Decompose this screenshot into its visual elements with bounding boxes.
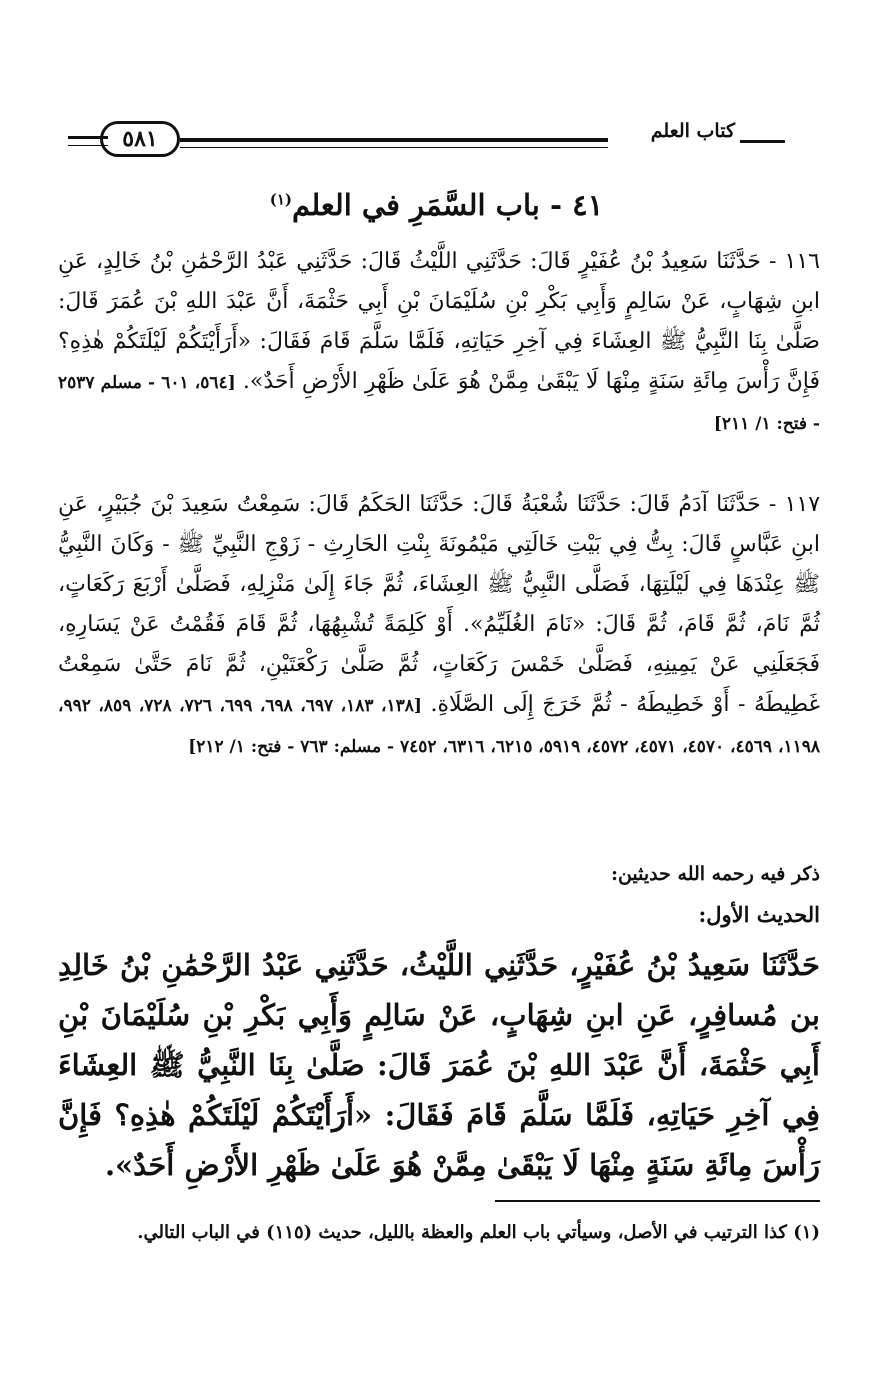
footnote: (١) كذا الترتيب في الأصل، وسيأتي باب العلم والعظة بالليل، حديث (١١٥) في الباب التالي. — [137, 1222, 820, 1243]
hadith-117 — [58, 485, 820, 767]
header-rule-middle — [180, 138, 608, 142]
commentary-intro: ذكر فيه رحمه الله حديثين: — [610, 863, 820, 885]
hadith-116-references: [٥٦٤، ٦٠١ - مسلم ٢٥٣٧ - فتح: ١/ ٢١١] — [58, 373, 820, 434]
commentary-matn: حَدَّثَنَا سَعِيدُ بْنُ عُفَيْرٍ، حَدَّثَنِي اللَّيْثُ، حَدَّثَنِي عَبْدُ الرَّحْمَٰنِ بْنُ خَالِدِ بن مُسافِرٍ، عَنِ ابنِ شِهَابٍ، عَنْ سَالِمٍ وَأَبِي بَكْرِ بْنِ سُلَيْمَانَ بْنِ أَبِي حَثْمَةَ، أَنَّ عَبْدَ اللهِ بْنَ عُمَرَ قَالَ: صَلَّىٰ بِنَا النَّبِيُّ ﷺ العِشَاءَ فِي آخِرِ حَيَاتِهِ، فَلَمَّا سَلَّمَ قَامَ فَقَالَ: «أَرَأَيْتَكُمْ لَيْلَتَكُمْ هٰذِهِ؟ فَإِنَّ رَأْسَ مِائَةِ سَنَةٍ مِنْهَا لَا يَبْقَىٰ مِمَّنْ هُوَ عَلَىٰ ظَهْرِ الأَرْضِ أَحَدٌ». — [58, 948, 820, 1182]
chapter-title-text: ٤١ - باب السَّمَرِ في العلم — [292, 188, 604, 222]
footnote-marker: (١) — [269, 190, 293, 209]
header-rule-right — [740, 140, 785, 143]
book-title: كتاب العلم — [650, 120, 735, 142]
header-rule-middle-thin — [180, 147, 608, 148]
hadith-116 — [58, 242, 820, 444]
hadith-116-text: ١١٦ - حَدَّثَنَا سَعِيدُ بْنُ عُفَيْرٍ قَالَ: حَدَّثَنِي اللَّيْثُ قَالَ: حَدَّثَنِي عَبْدُ الرَّحْمَٰنِ بْنُ خَالِدٍ، عَنِ ابنِ شِهَابٍ، عَنْ سَالِمٍ وَأَبِي بَكْرِ بْنِ سُلَيْمَانَ بْنِ أَبِي حَثْمَةَ، أَنَّ عَبْدَ اللهِ بْنَ عُمَرَ قَالَ: صَلَّىٰ بِنَا النَّبِيُّ ﷺ العِشَاءَ فِي آخِرِ حَيَاتِهِ، فَلَمَّا سَلَّمَ قَامَ فَقَالَ: «أَرَأَيْتَكُمْ لَيْلَتَكُمْ هٰذِهِ؟ فَإِنَّ رَأْسَ مِائَةِ سَنَةٍ مِنْهَا لَا يَبْقَىٰ مِمَّنْ هُوَ عَلَىٰ ظَهْرِ الأَرْضِ أَحَدٌ». — [58, 249, 821, 394]
chapter-title — [150, 188, 723, 222]
hadith-117-text: ١١٧ - حَدَّثَنَا آدَمُ قَالَ: حَدَّثَنَا شُعْبَةُ قَالَ: حَدَّثَنَا الحَكَمُ قَالَ: سَمِعْتُ سَعِيدَ بْنَ جُبَيْرٍ، عَنِ ابنِ عَبَّاسٍ قَالَ: بِتُّ فِي بَيْتِ خَالَتِي مَيْمُونَةَ بِنْتِ الحَارِثِ - زَوْجِ النَّبِيِّ ﷺ - وَكَانَ النَّبِيُّ ﷺ عِنْدَهَا فِي لَيْلَتِهَا، فَصَلَّى النَّبِيُّ ﷺ العِشَاءَ، ثُمَّ جَاءَ إِلَىٰ مَنْزِلِهِ، فَصَلَّىٰ أَرْبَعَ رَكَعَاتٍ، ثُمَّ نَامَ، ثُمَّ قَامَ، ثُمَّ قَالَ: «نَامَ الغُلَيِّمُ». أَوْ كَلِمَةً تُشْبِهُهَا، ثُمَّ قَامَ فَقُمْتُ عَنْ يَسَارِهِ، فَجَعَلَنِي عَنْ يَمِينِهِ، فَصَلَّىٰ خَمْسَ رَكَعَاتٍ، ثُمَّ صَلَّىٰ رَكْعَتَيْنِ، ثُمَّ نَامَ حَتَّىٰ سَمِعْتُ غَطِيطَهُ - أَوْ خَطِيطَهُ - ثُمَّ خَرَجَ إِلَى الصَّلَاةِ. — [58, 492, 821, 717]
hadith-117-references: [١٣٨، ١٨٣، ٦٩٧، ٦٩٨، ٦٩٩، ٧٢٦، ٧٢٨، ٨٥٩، ٩٩٢، ١١٩٨، ٤٥٦٩، ٤٥٧٠، ٤٥٧١، ٤٥٧٢، ٥٩١٩، ٦٢١٥، ٦٣١٦، ٧٤٥٢ - مسلم: ٧٦٣ - فتح: ١/ ٢١٢] — [58, 696, 820, 757]
commentary-subheading: الحديث الأول: — [698, 902, 820, 927]
footnote-separator — [495, 1200, 820, 1202]
page-number: ٥٨١ — [100, 121, 180, 157]
